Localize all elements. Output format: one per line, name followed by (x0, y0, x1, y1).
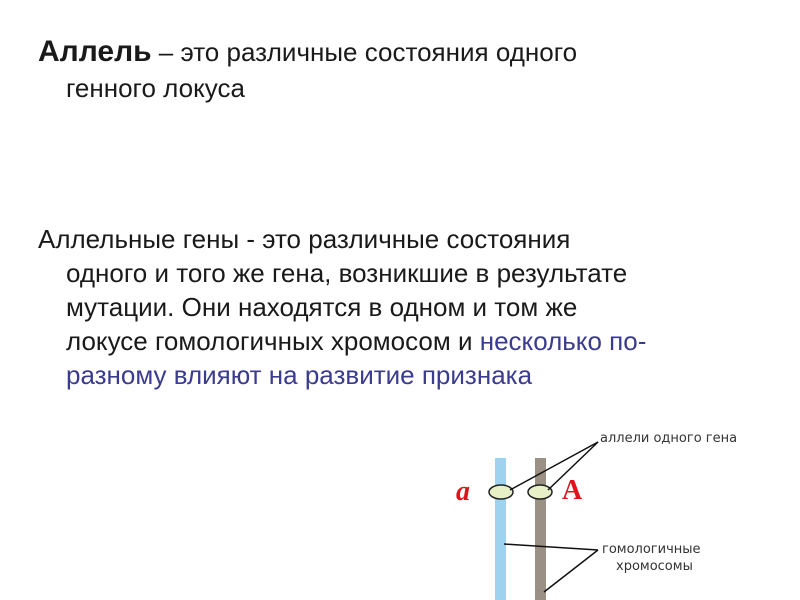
allele-locus-right (528, 485, 552, 499)
definition-dash: – (151, 37, 181, 67)
definition-term: Аллель (38, 35, 152, 68)
paragraph-line-4 (38, 324, 778, 358)
pointer-alleles-left (510, 442, 598, 490)
paragraph-line-4-accent: несколько по- (479, 326, 647, 356)
allele-letter-dominant: A (562, 475, 583, 506)
paragraph-line-3: мутации. Они находятся в одном и том же (66, 292, 578, 322)
chromosome-left (495, 458, 506, 600)
allele-letter-recessive: a (456, 476, 470, 507)
label-alleles-of-one-gene: аллели одного гена (600, 431, 738, 446)
allele-definition (38, 34, 758, 106)
paragraph-line-2: одного и того же гена, возникшие в результате (66, 258, 628, 288)
label-homologous: гомологичные (602, 542, 701, 557)
label-chromosomes: хромосомы (616, 559, 693, 574)
allele-locus-left (489, 485, 513, 499)
pointer-chromosomes-left (504, 544, 598, 550)
definition-text-line2: генного локуса (66, 73, 245, 103)
paragraph-line-5-accent: разному влияют на развитие признака (66, 360, 533, 390)
chromosome-right (535, 458, 546, 600)
pointer-chromosomes-right (544, 550, 598, 592)
allelic-genes-paragraph (38, 222, 778, 392)
chromosome-diagram (440, 420, 780, 600)
chromosome-diagram-svg (440, 420, 780, 600)
definition-text-line1: это различные состояния одного (180, 37, 578, 67)
paragraph-line-1: Аллельные гены - это различные состояния (38, 224, 571, 254)
paragraph-line-4-plain: локусе гомологичных хромосом и (66, 326, 480, 356)
